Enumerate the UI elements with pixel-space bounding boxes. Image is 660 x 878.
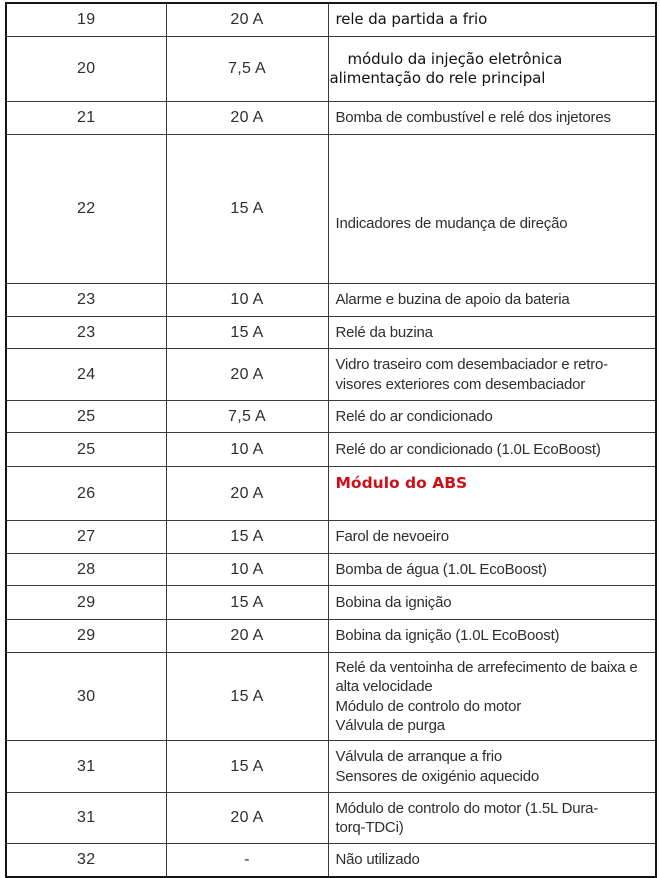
description-cell — [328, 284, 656, 317]
fuse-row — [6, 433, 656, 467]
fuse-table-body — [6, 3, 656, 877]
amperage-cell: 20 A — [166, 102, 328, 135]
fuse-row — [6, 467, 656, 521]
description-line: Relé da ventoinha de arrefecimento de baixa e alta velocidade — [335, 658, 638, 695]
description-cell — [328, 3, 656, 37]
fuse-row — [6, 37, 656, 102]
description-cell — [328, 37, 656, 102]
description-cell — [328, 554, 656, 586]
description-cell — [328, 401, 656, 433]
description-line: Módulo do ABS — [335, 474, 468, 492]
fuse-row — [6, 349, 656, 401]
description-line: Vidro traseiro com desembaciador e retro- — [335, 356, 608, 373]
fuse-row — [6, 844, 656, 878]
amperage-cell: 15 A — [166, 653, 328, 741]
description-cell — [328, 102, 656, 135]
description-line: Relé da buzina — [335, 323, 433, 341]
fuse-number-cell: 29 — [6, 620, 166, 653]
amperage-cell: 10 A — [166, 284, 328, 317]
fuse-table — [5, 2, 657, 878]
fuse-number-cell: 28 — [6, 554, 166, 586]
description-line: Relé do ar condicionado (1.0L EcoBoost) — [335, 440, 601, 458]
fuse-number-cell: 31 — [6, 793, 166, 844]
description-cell — [328, 620, 656, 653]
description-line: Indicadores de mudança de direção — [335, 214, 568, 232]
description-cell — [328, 349, 656, 401]
amperage-cell: 7,5 A — [166, 401, 328, 433]
amperage-cell: 20 A — [166, 349, 328, 401]
description-cell — [328, 317, 656, 349]
amperage-cell: 10 A — [166, 433, 328, 467]
fuse-number-cell: 30 — [6, 653, 166, 741]
description-cell — [328, 135, 656, 284]
description-line: visores exteriores com desembaciador — [335, 375, 586, 393]
fuse-row — [6, 102, 656, 135]
fuse-number-cell: 19 — [6, 3, 166, 37]
description-line: torq-TDCi) — [335, 819, 404, 836]
description-line: Bobina da ignição (1.0L EcoBoost) — [335, 627, 560, 645]
fuse-row — [6, 554, 656, 586]
description-line: Módulo de controlo do motor — [335, 697, 522, 715]
description-cell — [328, 741, 656, 793]
description-cell — [328, 793, 656, 844]
amperage-cell: 15 A — [166, 586, 328, 620]
fuse-number-cell: 23 — [6, 317, 166, 349]
fuse-row — [6, 741, 656, 793]
fuse-row — [6, 284, 656, 317]
amperage-cell: 20 A — [166, 793, 328, 844]
description-line: Bomba de combustível e relé dos injetores — [335, 109, 611, 127]
fuse-number-cell: 24 — [6, 349, 166, 401]
amperage-cell: 10 A — [166, 554, 328, 586]
description-cell — [328, 467, 656, 521]
fuse-row — [6, 586, 656, 620]
fuse-number-cell: 22 — [6, 135, 166, 284]
fuse-number-cell: 21 — [6, 102, 166, 135]
description-line: Alarme e buzina de apoio da bateria — [335, 291, 570, 309]
description-line: Não utilizado — [335, 851, 420, 869]
fuse-row — [6, 317, 656, 349]
description-cell — [328, 586, 656, 620]
description-line: alimentação do rele principal — [329, 69, 546, 87]
description-line: Válvula de arranque a frio — [335, 748, 503, 765]
description-line: módulo da injeção eletrônica — [347, 49, 563, 68]
description-line: Módulo de controlo do motor (1.5L Dura- — [335, 799, 599, 817]
amperage-cell: 7,5 A — [166, 37, 328, 102]
description-line: Bomba de água (1.0L EcoBoost) — [335, 560, 547, 578]
fuse-number-cell: 29 — [6, 586, 166, 620]
fuse-row — [6, 401, 656, 433]
amperage-cell: 20 A — [166, 3, 328, 37]
description-cell — [328, 653, 656, 741]
description-line: Bobina da ignição — [335, 593, 452, 611]
amperage-cell: - — [166, 844, 328, 878]
description-line: rele da partida a frio — [335, 10, 488, 29]
description-line: Relé do ar condicionado — [335, 407, 493, 425]
description-cell — [328, 521, 656, 554]
amperage-cell: 15 A — [166, 741, 328, 793]
fuse-number-cell: 25 — [6, 401, 166, 433]
fuse-number-cell: 26 — [6, 467, 166, 521]
description-line: Farol de nevoeiro — [335, 528, 449, 546]
amperage-cell: 15 A — [166, 317, 328, 349]
fuse-row — [6, 521, 656, 554]
fuse-number-cell: 25 — [6, 433, 166, 467]
fuse-row — [6, 620, 656, 653]
fuse-number-cell: 27 — [6, 521, 166, 554]
fuse-row — [6, 3, 656, 37]
amperage-cell: 15 A — [166, 135, 328, 284]
amperage-cell: 20 A — [166, 620, 328, 653]
description-cell — [328, 433, 656, 467]
fuse-row — [6, 135, 656, 284]
description-cell — [328, 844, 656, 878]
description-line: Válvula de purga — [335, 717, 445, 734]
fuse-row — [6, 653, 656, 741]
amperage-cell: 20 A — [166, 467, 328, 521]
amperage-cell: 15 A — [166, 521, 328, 554]
fuse-row — [6, 793, 656, 844]
description-line: Sensores de oxigénio aquecido — [335, 767, 540, 785]
fuse-number-cell: 20 — [6, 37, 166, 102]
fuse-number-cell: 32 — [6, 844, 166, 878]
fuse-number-cell: 23 — [6, 284, 166, 317]
fuse-number-cell: 31 — [6, 741, 166, 793]
